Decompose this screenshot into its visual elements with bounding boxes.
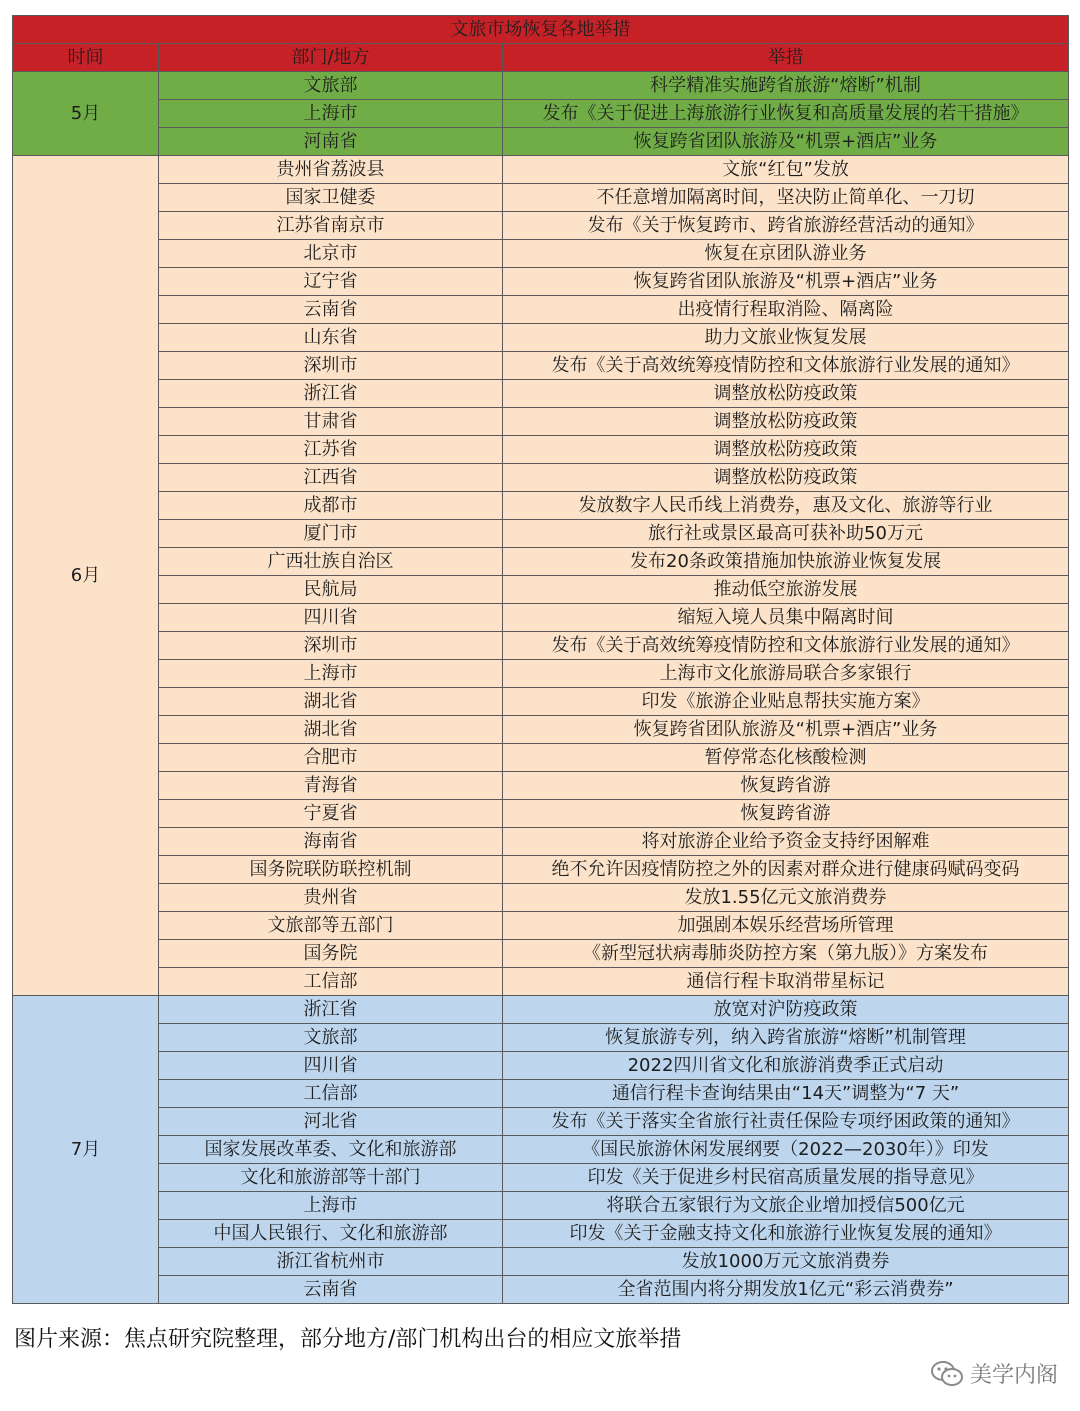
department-cell: 青海省 (159, 772, 503, 800)
measure-cell: 调整放松防疫政策 (503, 380, 1069, 408)
department-cell: 国家卫健委 (159, 184, 503, 212)
measure-cell: 出疫情行程取消险、隔离险 (503, 296, 1069, 324)
table-row (13, 1192, 1069, 1220)
measure-cell: 调整放松防疫政策 (503, 436, 1069, 464)
department-cell: 云南省 (159, 296, 503, 324)
watermark (930, 1358, 1058, 1389)
department-cell: 湖北省 (159, 688, 503, 716)
table-row (13, 1248, 1069, 1276)
header-time: 时间 (13, 44, 159, 72)
source-caption: 图片来源：焦点研究院整理，部分地方/部门机构出台的相应文旅举措 (14, 1327, 682, 1352)
department-cell: 江苏省 (159, 436, 503, 464)
department-cell: 贵州省荔波县 (159, 156, 503, 184)
measure-cell: 旅行社或景区最高可获补助50万元 (503, 520, 1069, 548)
department-cell: 宁夏省 (159, 800, 503, 828)
table-row (13, 856, 1069, 884)
table-row (13, 212, 1069, 240)
measure-cell: 发布《关于落实全省旅行社责任保险专项纾困政策的通知》 (503, 1108, 1069, 1136)
department-cell: 上海市 (159, 100, 503, 128)
table-row (13, 716, 1069, 744)
department-cell: 民航局 (159, 576, 503, 604)
measure-cell: 全省范围内将分期发放1亿元“彩云消费券” (503, 1276, 1069, 1304)
department-cell: 四川省 (159, 604, 503, 632)
measure-cell: 科学精准实施跨省旅游“熔断”机制 (503, 72, 1069, 100)
department-cell: 河南省 (159, 128, 503, 156)
table-row (13, 296, 1069, 324)
department-cell: 成都市 (159, 492, 503, 520)
table-row (13, 1052, 1069, 1080)
measure-cell: 恢复跨省团队旅游及“机票+酒店”业务 (503, 128, 1069, 156)
department-cell: 北京市 (159, 240, 503, 268)
table-row (13, 912, 1069, 940)
measure-cell: 恢复在京团队游业务 (503, 240, 1069, 268)
department-cell: 文旅部 (159, 1024, 503, 1052)
department-cell: 深圳市 (159, 352, 503, 380)
measure-cell: 上海市文化旅游局联合多家银行 (503, 660, 1069, 688)
measure-cell: 恢复跨省团队旅游及“机票+酒店”业务 (503, 268, 1069, 296)
measure-cell: 不任意增加隔离时间，坚决防止简单化、一刀切 (503, 184, 1069, 212)
table-row (13, 1080, 1069, 1108)
table-row (13, 604, 1069, 632)
department-cell: 厦门市 (159, 520, 503, 548)
measure-cell: 绝不允许因疫情防控之外的因素对群众进行健康码赋码变码 (503, 856, 1069, 884)
measure-cell: 发布20条政策措施加快旅游业恢复发展 (503, 548, 1069, 576)
table-row (13, 1024, 1069, 1052)
department-cell: 湖北省 (159, 716, 503, 744)
table-row (13, 1108, 1069, 1136)
table-row (13, 156, 1069, 184)
measure-cell: 《新型冠状病毒肺炎防控方案（第九版）》方案发布 (503, 940, 1069, 968)
department-cell: 深圳市 (159, 632, 503, 660)
measure-cell: 发布《关于促进上海旅游行业恢复和高质量发展的若干措施》 (503, 100, 1069, 128)
department-cell: 江西省 (159, 464, 503, 492)
table-row (13, 268, 1069, 296)
table-row (13, 100, 1069, 128)
measure-cell: 发布《关于高效统筹疫情防控和文体旅游行业发展的通知》 (503, 352, 1069, 380)
table-row (13, 436, 1069, 464)
wechat-icon (930, 1360, 964, 1388)
table-row (13, 800, 1069, 828)
department-cell: 辽宁省 (159, 268, 503, 296)
table-row (13, 688, 1069, 716)
table-row (13, 1164, 1069, 1192)
measure-cell: 发布《关于高效统筹疫情防控和文体旅游行业发展的通知》 (503, 632, 1069, 660)
measure-cell: 印发《关于促进乡村民宿高质量发展的指导意见》 (503, 1164, 1069, 1192)
measure-cell: 调整放松防疫政策 (503, 408, 1069, 436)
department-cell: 文旅部等五部门 (159, 912, 503, 940)
table-row (13, 464, 1069, 492)
table-row (13, 1220, 1069, 1248)
department-cell: 四川省 (159, 1052, 503, 1080)
table-row (13, 632, 1069, 660)
month-cell: 6月 (13, 156, 159, 996)
header-department: 部门/地方 (159, 44, 503, 72)
measure-cell: 恢复跨省游 (503, 772, 1069, 800)
table-row (13, 828, 1069, 856)
department-cell: 合肥市 (159, 744, 503, 772)
table-body (13, 72, 1069, 1304)
department-cell: 中国人民银行、文化和旅游部 (159, 1220, 503, 1248)
table-row (13, 520, 1069, 548)
measure-cell: 暂停常态化核酸检测 (503, 744, 1069, 772)
table-row (13, 940, 1069, 968)
table-row (13, 240, 1069, 268)
table-row (13, 548, 1069, 576)
header-measure: 举措 (503, 44, 1069, 72)
department-cell: 广西壮族自治区 (159, 548, 503, 576)
measure-cell: 放宽对沪防疫政策 (503, 996, 1069, 1024)
department-cell: 文化和旅游部等十部门 (159, 1164, 503, 1192)
measure-cell: 印发《关于金融支持文化和旅游行业恢复发展的通知》 (503, 1220, 1069, 1248)
table-row (13, 492, 1069, 520)
measure-cell: 通信行程卡取消带星标记 (503, 968, 1069, 996)
department-cell: 河北省 (159, 1108, 503, 1136)
table-row (13, 1276, 1069, 1304)
department-cell: 山东省 (159, 324, 503, 352)
month-cell: 5月 (13, 72, 159, 156)
department-cell: 上海市 (159, 1192, 503, 1220)
measure-cell: 缩短入境人员集中隔离时间 (503, 604, 1069, 632)
table-title: 文旅市场恢复各地举措 (13, 16, 1069, 44)
table-title-row (13, 16, 1069, 44)
department-cell: 国务院 (159, 940, 503, 968)
table-row (13, 744, 1069, 772)
department-cell: 浙江省 (159, 996, 503, 1024)
measure-cell: 文旅“红包”发放 (503, 156, 1069, 184)
department-cell: 云南省 (159, 1276, 503, 1304)
table-row (13, 128, 1069, 156)
table-row (13, 660, 1069, 688)
month-cell: 7月 (13, 996, 159, 1304)
department-cell: 国务院联防联控机制 (159, 856, 503, 884)
table-row (13, 968, 1069, 996)
measure-cell: 发放数字人民币线上消费券，惠及文化、旅游等行业 (503, 492, 1069, 520)
department-cell: 上海市 (159, 660, 503, 688)
department-cell: 江苏省南京市 (159, 212, 503, 240)
table-row (13, 380, 1069, 408)
measure-cell: 恢复跨省游 (503, 800, 1069, 828)
measure-cell: 印发《旅游企业贴息帮扶实施方案》 (503, 688, 1069, 716)
department-cell: 国家发展改革委、文化和旅游部 (159, 1136, 503, 1164)
watermark-text: 美学内阁 (969, 1363, 1058, 1388)
measure-cell: 通信行程卡查询结果由“14天”调整为“7 天” (503, 1080, 1069, 1108)
department-cell: 海南省 (159, 828, 503, 856)
measure-cell: 发布《关于恢复跨市、跨省旅游经营活动的通知》 (503, 212, 1069, 240)
measure-cell: 2022四川省文化和旅游消费季正式启动 (503, 1052, 1069, 1080)
table-row (13, 72, 1069, 100)
table-row (13, 324, 1069, 352)
measure-cell: 推动低空旅游发展 (503, 576, 1069, 604)
table-header-row (13, 44, 1069, 72)
measure-cell: 《国民旅游休闲发展纲要（2022—2030年）》印发 (503, 1136, 1069, 1164)
measure-cell: 恢复旅游专列，纳入跨省旅游“熔断”机制管理 (503, 1024, 1069, 1052)
table-row (13, 1136, 1069, 1164)
table-row (13, 352, 1069, 380)
measure-cell: 将对旅游企业给予资金支持纾困解难 (503, 828, 1069, 856)
measure-cell: 恢复跨省团队旅游及“机票+酒店”业务 (503, 716, 1069, 744)
table-row (13, 408, 1069, 436)
table-row (13, 184, 1069, 212)
department-cell: 甘肃省 (159, 408, 503, 436)
table-row (13, 884, 1069, 912)
measure-cell: 将联合五家银行为文旅企业增加授信500亿元 (503, 1192, 1069, 1220)
department-cell: 工信部 (159, 968, 503, 996)
measure-cell: 加强剧本娱乐经营场所管理 (503, 912, 1069, 940)
measure-cell: 调整放松防疫政策 (503, 464, 1069, 492)
department-cell: 贵州省 (159, 884, 503, 912)
table-row (13, 996, 1069, 1024)
department-cell: 文旅部 (159, 72, 503, 100)
measure-cell: 助力文旅业恢复发展 (503, 324, 1069, 352)
table-row (13, 576, 1069, 604)
measures-table (12, 15, 1069, 1304)
table-row (13, 772, 1069, 800)
measure-cell: 发放1000万元文旅消费券 (503, 1248, 1069, 1276)
department-cell: 浙江省 (159, 380, 503, 408)
department-cell: 浙江省杭州市 (159, 1248, 503, 1276)
department-cell: 工信部 (159, 1080, 503, 1108)
measure-cell: 发放1.55亿元文旅消费券 (503, 884, 1069, 912)
